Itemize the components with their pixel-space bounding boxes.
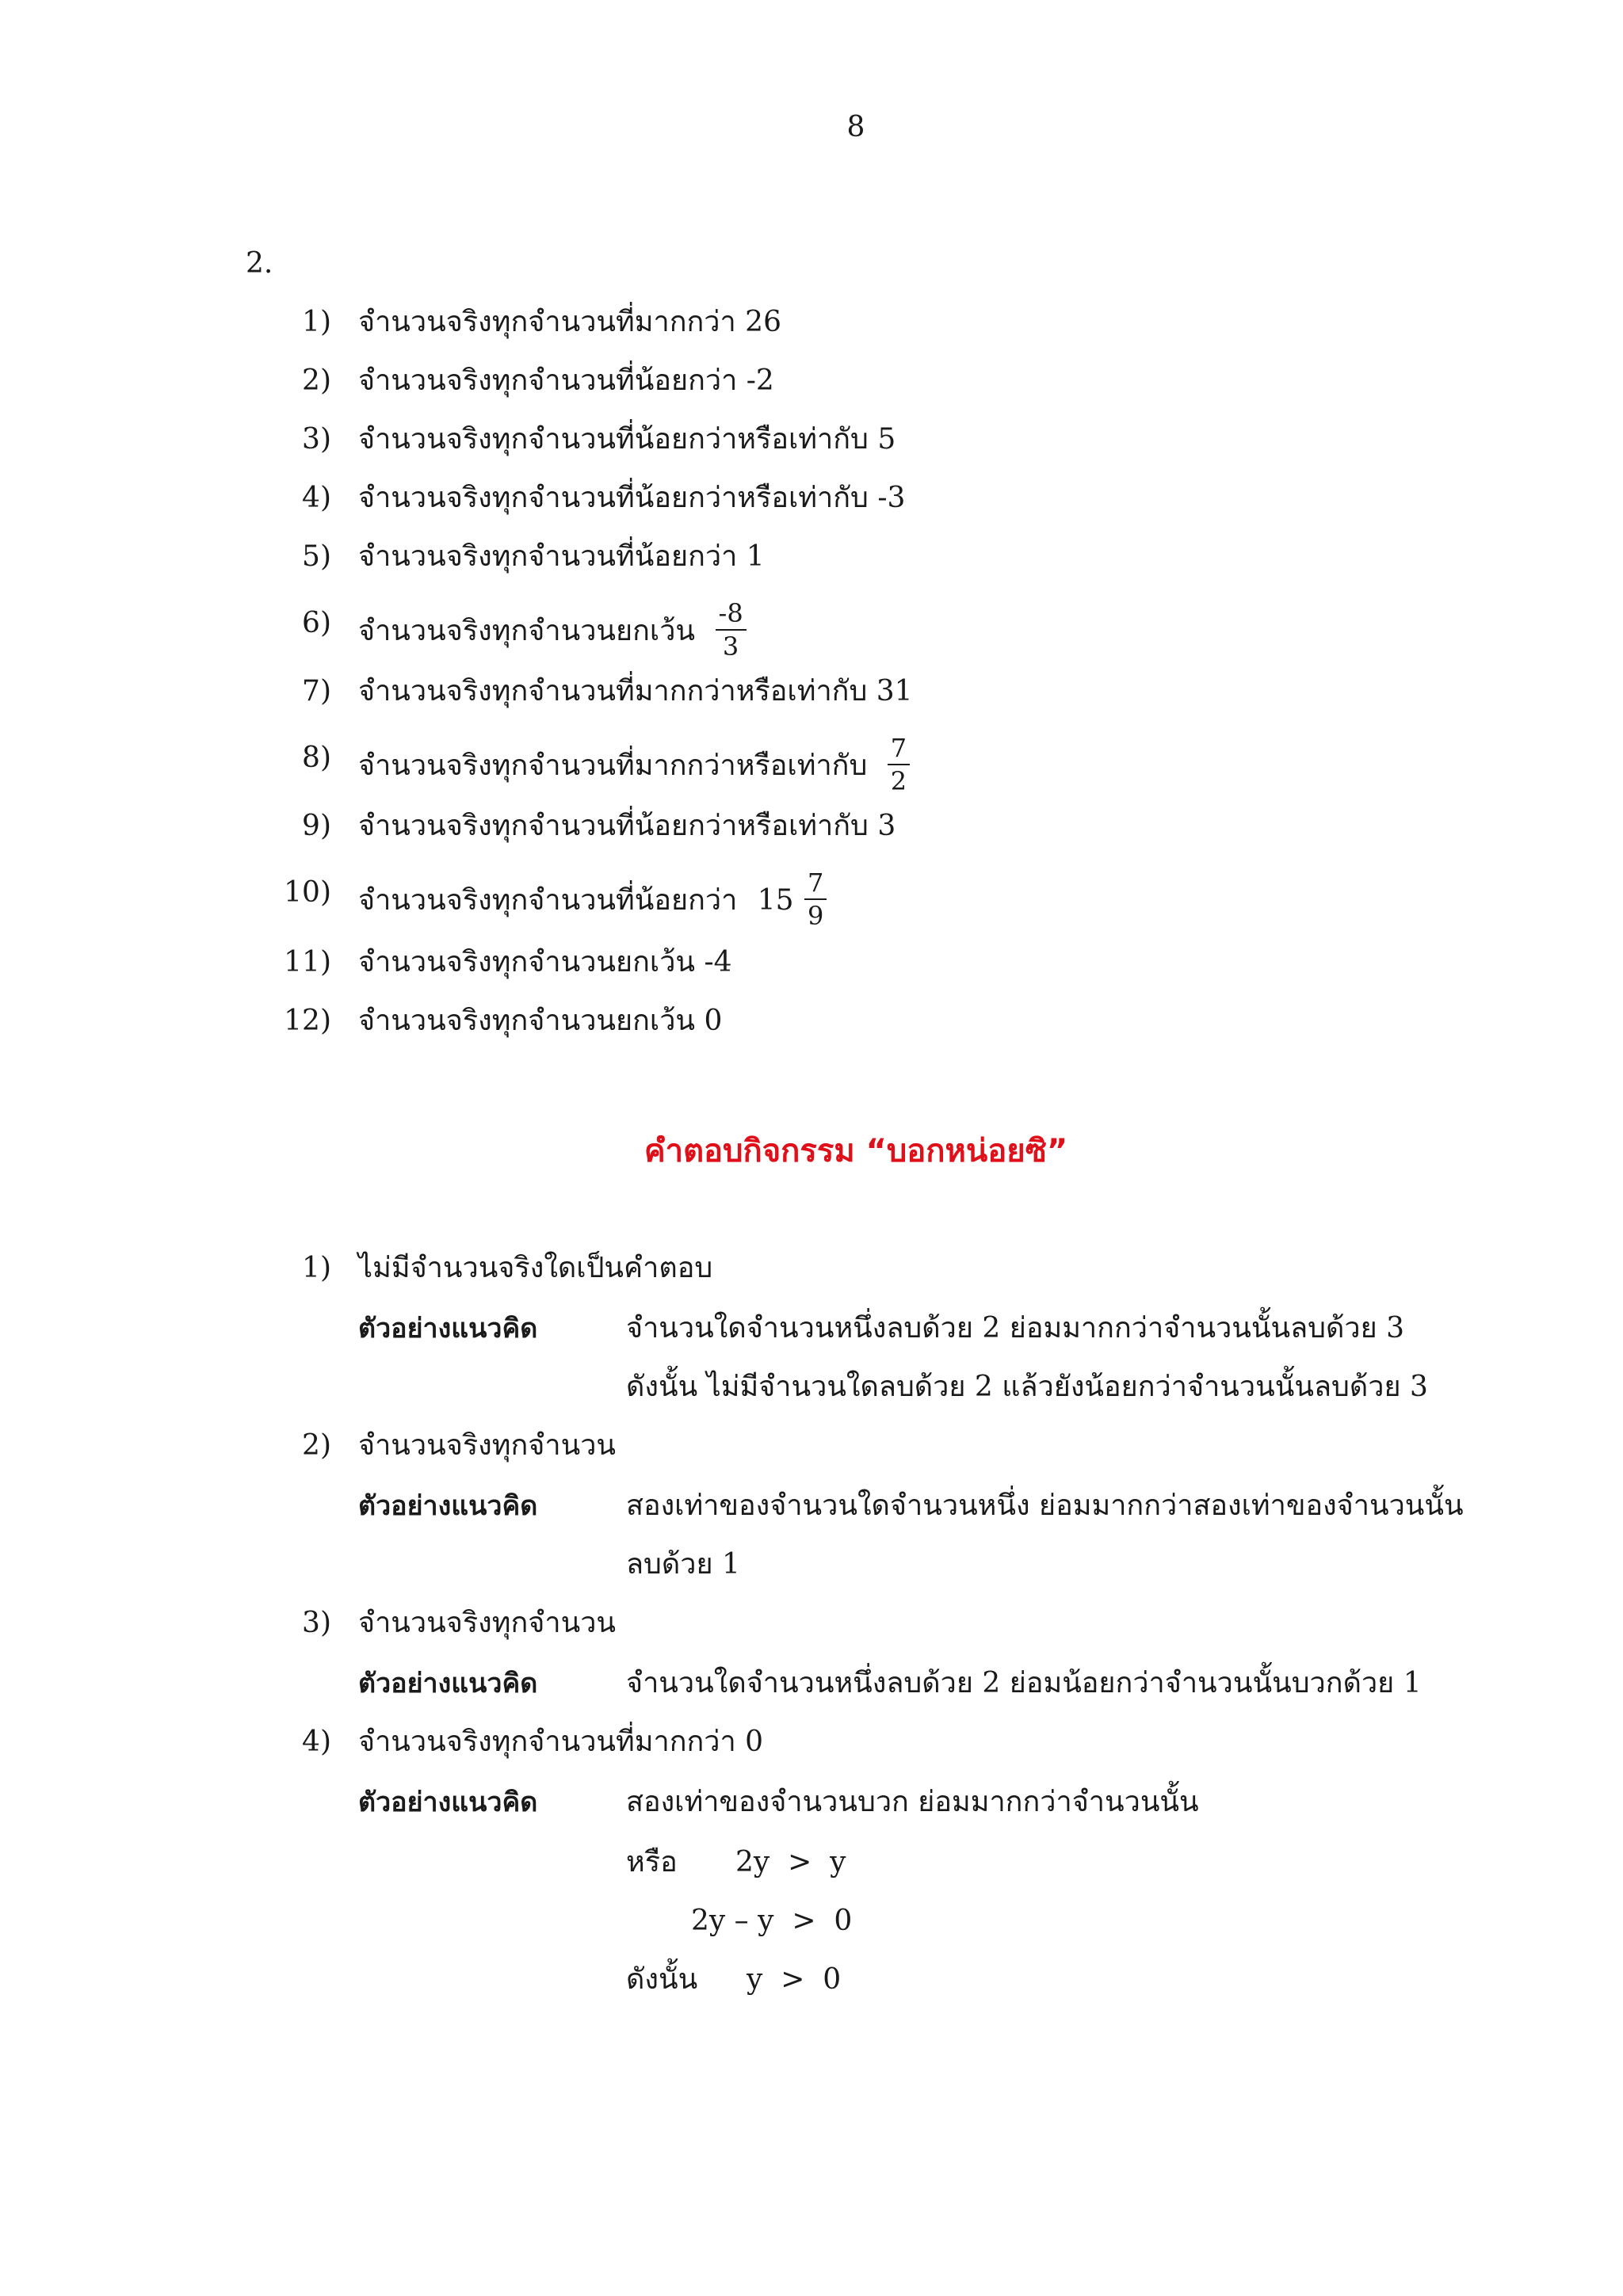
mixed-number-whole: 15	[757, 884, 794, 917]
activity-answer: จำนวนจริงทุกจำนวน	[358, 1429, 617, 1462]
fraction-denominator: 9	[808, 901, 824, 931]
answer-number: 2)	[302, 364, 331, 397]
fraction	[804, 870, 827, 929]
math-expression: 2y – y > 0	[691, 1905, 853, 1937]
activity-answer: จำนวนจริงทุกจำนวน	[358, 1607, 617, 1639]
fraction-numerator: 7	[804, 870, 827, 900]
math-word-or: หรือ	[626, 1846, 678, 1878]
explanation-line: สองเท่าของจำนวนบวก ย่อมมากกว่าจำนวนนั้น	[626, 1786, 1199, 1818]
fraction-denominator: 2	[890, 766, 907, 796]
answer-text: จำนวนจริงทุกจำนวนที่มากกว่าหรือเท่ากับ 31	[358, 675, 913, 707]
math-expression: y > 0	[747, 1963, 842, 1996]
activity-answer: จำนวนจริงทุกจำนวนที่มากกว่า 0	[358, 1726, 764, 1758]
answer-number: 6)	[302, 607, 331, 639]
answer-text	[358, 868, 827, 932]
explanation-line: จำนวนใดจำนวนหนึ่งลบด้วย 2 ย่อมมากกว่าจำนวนนั้นลบด้วย 3	[626, 1312, 1405, 1344]
example-label: ตัวอย่างแนวคิด	[358, 1313, 538, 1344]
answer-text	[358, 598, 747, 662]
explanation-line: ลบด้วย 1	[626, 1548, 740, 1581]
section-number: 2.	[246, 247, 273, 280]
answer-number: 8)	[302, 742, 331, 774]
activity-number: 4)	[302, 1726, 331, 1758]
answer-text: จำนวนจริงทุกจำนวนยกเว้น 0	[358, 1005, 723, 1037]
answer-number: 12)	[284, 1005, 331, 1037]
answer-text: จำนวนจริงทุกจำนวนที่น้อยกว่า 1	[358, 540, 765, 573]
fraction	[888, 735, 910, 794]
activity-number: 2)	[302, 1429, 331, 1462]
explanation-line: สองเท่าของจำนวนใดจำนวนหนึ่ง ย่อมมากกว่าสองเท่าของจำนวนนั้น	[626, 1489, 1464, 1522]
answer-number: 10)	[284, 876, 331, 909]
answer-text: จำนวนจริงทุกจำนวนยกเว้น -4	[358, 946, 732, 978]
explanation-line: ดังนั้น ไม่มีจำนวนใดลบด้วย 2 แล้วยังน้อยกว่าจำนวนนั้นลบด้วย 3	[626, 1371, 1428, 1403]
fraction-numerator: -8	[716, 601, 747, 631]
math-word-therefore: ดังนั้น	[626, 1963, 698, 1996]
answer-text: จำนวนจริงทุกจำนวนที่น้อยกว่าหรือเท่ากับ 3	[358, 810, 896, 842]
answer-number: 9)	[302, 810, 331, 842]
fraction-denominator: 3	[722, 631, 739, 662]
answer-text: จำนวนจริงทุกจำนวนที่น้อยกว่าหรือเท่ากับ -3	[358, 482, 906, 514]
answer-text-body: จำนวนจริงทุกจำนวนที่น้อยกว่า	[358, 884, 738, 917]
explanation-line: จำนวนใดจำนวนหนึ่งลบด้วย 2 ย่อมน้อยกว่าจำนวนนั้นบวกด้วย 1	[626, 1667, 1422, 1699]
answer-text-body: จำนวนจริงทุกจำนวนที่มากกว่าหรือเท่ากับ	[358, 749, 868, 782]
answer-number: 5)	[302, 540, 331, 573]
activity-number: 3)	[302, 1607, 331, 1639]
answer-number: 3)	[302, 423, 331, 456]
section-heading: คำตอบกิจกรรม “บอกหน่อยซิ”	[643, 1133, 1068, 1169]
fraction-numerator: 7	[888, 735, 910, 765]
answer-number: 11)	[284, 946, 331, 978]
example-label: ตัวอย่างแนวคิด	[358, 1668, 538, 1699]
activity-number: 1)	[302, 1252, 331, 1284]
activity-answer: ไม่มีจำนวนจริงใดเป็นคำตอบ	[358, 1252, 713, 1284]
answer-number: 7)	[302, 675, 331, 707]
example-label: ตัวอย่างแนวคิด	[358, 1787, 538, 1818]
answer-text: จำนวนจริงทุกจำนวนที่น้อยกว่าหรือเท่ากับ 5	[358, 423, 896, 456]
fraction	[716, 598, 747, 662]
answer-text-body: จำนวนจริงทุกจำนวนยกเว้น	[358, 615, 696, 647]
answer-text: จำนวนจริงทุกจำนวนที่มากกว่า 26	[358, 306, 781, 338]
answer-text: จำนวนจริงทุกจำนวนที่น้อยกว่า -2	[358, 364, 774, 397]
answer-text	[358, 733, 910, 797]
answer-number: 4)	[302, 482, 331, 514]
answer-number: 1)	[302, 306, 331, 338]
page-number: 8	[846, 111, 865, 143]
example-label: ตัวอย่างแนวคิด	[358, 1490, 538, 1522]
math-expression: 2y > y	[735, 1846, 846, 1878]
